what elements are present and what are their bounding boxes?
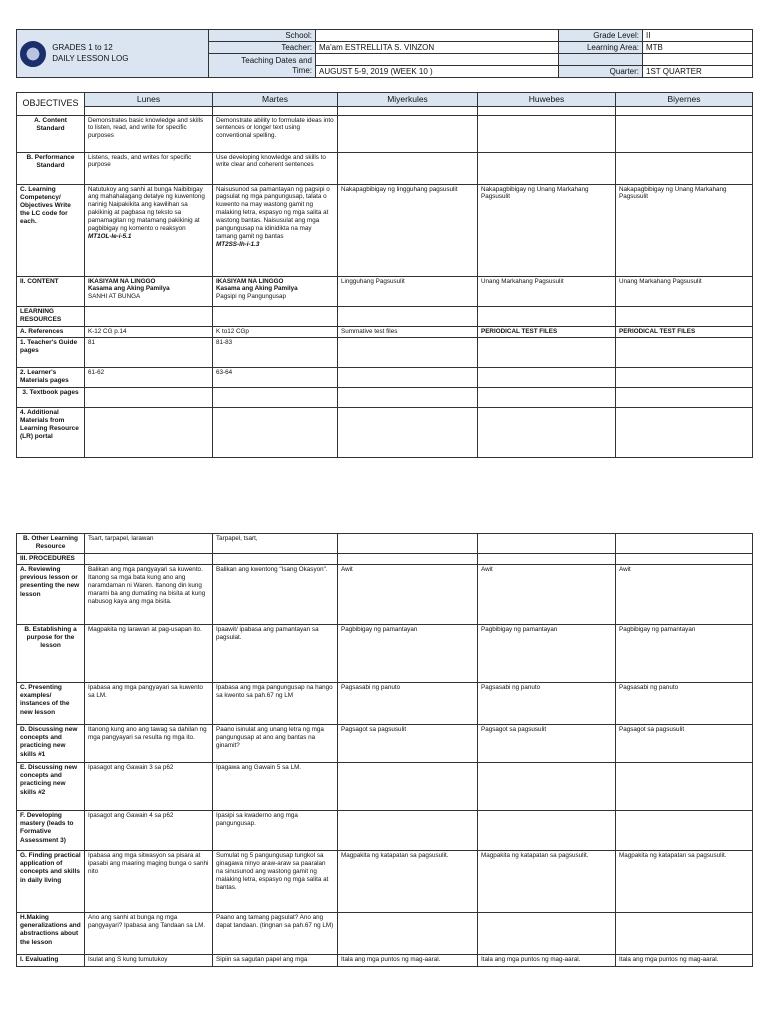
table-cell: Paano isinulat ang unang letra ng mga pangungusap at ano ang bantas na ginamit? [213,725,338,763]
table-cell [85,106,213,115]
day-header: Biyernes [616,93,753,107]
table-cell: Pagbibigay ng pamantayan [478,625,616,683]
table-cell [478,387,616,407]
table-cell [616,367,753,387]
row-label: B. Establishing a purpose for the lesson [17,625,85,683]
table-cell [616,811,753,851]
table-cell [85,184,213,276]
table-cell: Listens, reads, and writes for specific purpose [85,152,213,184]
row-label: A. References [17,326,85,337]
row-label: B. Other Learning Resource [17,534,85,554]
table-cell: Pagbibigay ng pamantayan [616,625,753,683]
table-row [17,184,753,276]
table-cell: Tsart, tarpapel, larawan [85,534,213,554]
table-cell: Pagsasabi ng panuto [616,683,753,725]
table-cell: 63-64 [213,367,338,387]
table-row [17,851,753,913]
table-cell: Pagsagot sa pagsusulit [338,725,478,763]
day-header: Miyerkules [338,93,478,107]
table-cell [338,115,478,152]
table-cell [616,387,753,407]
table-cell: K-12 CG p.14 [85,326,213,337]
table-cell [213,554,338,565]
table-cell [338,763,478,811]
table-cell [478,913,616,955]
school-value [316,30,559,42]
table-cell: Nakapagbibigay ng lingguhang pagsusulit [338,184,478,276]
table-cell: Nakapagbibigay ng Unang Markahang Pagsusulit [616,184,753,276]
table-row [17,152,753,184]
table-cell: Magpakita ng katapatan sa pagsusulit. [478,851,616,913]
table-row [17,407,753,457]
table-cell: Sumulat ng 5 pangungusap tungkol sa ginagawa ninyo araw-araw sa paaralan na sinusunod ang wastong gamit ng malaking letra, espasyo ng mga salita at bantas. [213,851,338,913]
grade-value: II [643,30,753,42]
day-header: Lunes [85,93,213,107]
deped-seal-icon [20,41,46,67]
teacher-label: Teacher: [209,42,316,54]
table-cell [338,106,478,115]
table-cell [85,407,213,457]
row-label: II. CONTENT [17,276,85,306]
table-cell: Ipasagot ang Gawain 4 sa p62 [85,811,213,851]
day-header: Huwebes [478,93,616,107]
table-cell [616,913,753,955]
table-cell [338,407,478,457]
table-cell [616,554,753,565]
table-cell: Lingguhang Pagsusulit [338,276,478,306]
table-row [17,811,753,851]
table-cell [213,306,338,326]
table-cell: Ipabasa ang mga sitwasyon sa pisara at ipasabi ang maaring maging bunga o sanhi nito [85,851,213,913]
table-cell: Magpakita ng larawan at pag-usapan ito. [85,625,213,683]
table-cell: Ipaawit/ ipabasa ang pamantayan sa pagsulat. [213,625,338,683]
table-cell: Awit [338,565,478,625]
table-cell [616,306,753,326]
objectives-heading: OBJECTIVES [17,93,85,116]
table-row [17,955,753,967]
table-cell [616,106,753,115]
table-cell: Pagsagot sa pagsusulit [478,725,616,763]
row-label: III. PROCEDURES [17,554,85,565]
table-cell [478,763,616,811]
table-cell: Tarpapel, tsart, [213,534,338,554]
table-row [17,683,753,725]
table-cell: Ipasipi sa kwaderno ang mga pangungusap. [213,811,338,851]
table-cell: Pagsasabi ng panuto [338,683,478,725]
dates-blank [316,54,559,66]
table-cell: Itala ang mga puntos ng mag-aaral. [616,955,753,967]
lesson-table-page2 [16,533,753,967]
table-cell [85,387,213,407]
table-cell [616,115,753,152]
area-value: MTB [643,42,753,54]
table-cell [213,276,338,306]
table-cell: Pagbibigay ng pamantayan [338,625,478,683]
table-row [17,367,753,387]
header-table [16,29,753,78]
table-row [17,565,753,625]
logo-text [52,43,128,64]
competency-text: Naisusunod sa pamantayan ng pagsipi o pagsulat ng mga pangungusap, talata o kuwento na may wastong gamit ng malaking letra, espasyo ng mga salita at wastong bantas. Naisusulat ang mga pangungusap na idinidikta na may tamang gamit ng bantas [216,185,330,240]
table-row [17,276,753,306]
row-label: F. Developing mastery (leads to Formative Assessment 3) [17,811,85,851]
lesson-table-page1 [16,92,753,458]
row-label: G. Finding practical application of concepts and skills in daily living [17,851,85,913]
table-row [17,326,753,337]
table-cell: Demonstrates basic knowledge and skills to listen, read, and write for specific purposes [85,115,213,152]
blank-label [559,54,643,66]
table-cell [338,554,478,565]
table-cell [338,152,478,184]
table-cell [338,913,478,955]
table-row [17,387,753,407]
table-cell: Use developing knowledge and skills to write clear and coherent sentences [213,152,338,184]
table-row [17,534,753,554]
table-cell: 81 [85,337,213,367]
row-label: C. Presenting examples/ instances of the new lesson [17,683,85,725]
table-cell [338,337,478,367]
area-label: Learning Area: [559,42,643,54]
row-label: 1. Teacher's Guide pages [17,337,85,367]
table-row [17,554,753,565]
table-cell [478,152,616,184]
table-cell: Pagsasabi ng panuto [478,683,616,725]
row-label: 4. Additional Materials from Learning Resource (LR) portal [17,407,85,457]
dates-value: AUGUST 5-9, 2019 (WEEK 10 ) [316,66,559,78]
table-cell [478,115,616,152]
table-cell: Nakapagbibigay ng Unang Markahang Pagsusulit [478,184,616,276]
row-label: A. Reviewing previous lesson or presenting the new lesson [17,565,85,625]
logo-line2: DAILY LESSON LOG [52,53,129,63]
table-cell [478,367,616,387]
table-cell [338,534,478,554]
dates-label [209,54,316,78]
table-cell: Ipabasa ang mga pangyayari sa kuwento sa LM. [85,683,213,725]
content-week: IKASIYAM NA LINGGO [88,277,156,285]
dates-label-2: Time: [292,65,312,75]
table-cell: Isulat ang S kung tumutukoy [85,955,213,967]
table-cell: Unang Markahang Pagsusulit [478,276,616,306]
table-cell [338,367,478,387]
row-label: B. Performance Standard [17,152,85,184]
table-cell: Balikan ang kwentong "Isang Okasyon". [213,565,338,625]
table-row [17,337,753,367]
table-cell [616,534,753,554]
table-cell [85,554,213,565]
table-cell: Itala ang mga puntos ng mag-aaral. [338,955,478,967]
table-cell: Magpakita ng katapatan sa pagsusulit. [338,851,478,913]
table-cell [616,763,753,811]
content-week: IKASIYAM NA LINGGO [216,277,284,285]
table-row [17,306,753,326]
table-row [17,913,753,955]
table-cell: Ipasagot ang Gawain 3 sa p62 [85,763,213,811]
table-cell: Itanong kung ano ang tawag sa dahilan ng mga pangyayari sa resulta ng mga ito. [85,725,213,763]
table-cell [85,306,213,326]
table-cell [85,276,213,306]
grade-label: Grade Level: [559,30,643,42]
table-cell: Balikan ang mga pangyayari sa kuwento. Itanong sa mga bata kung ano ang naramdaman ni Waren. Itanong din kung marami ba ang dumating na bisita at kung nabusog kaya ang mga bisita. [85,565,213,625]
table-cell [616,152,753,184]
row-label: 2. Learner's Materials pages [17,367,85,387]
table-cell [616,407,753,457]
table-cell: Paano ang tamang pagsulat? Ano ang dapat tandaan. (tingnan sa pah.67 ng LM) [213,913,338,955]
logo-line1: GRADES 1 to 12 [52,43,113,53]
table-cell [338,811,478,851]
logo-cell [17,30,209,78]
table-cell: 61-62 [85,367,213,387]
table-cell [478,811,616,851]
lc-code: MT2SS-Ih-i-1.3 [216,240,260,248]
table-cell: Awit [616,565,753,625]
table-row [17,725,753,763]
table-cell [478,407,616,457]
table-cell [478,534,616,554]
table-cell: Demonstrate ability to formulate ideas into sentences or longer text using conventional spelling. [213,115,338,152]
table-cell: Ipabasa ang mga pangungusap na hango sa kwento sa pah.67 ng LM [213,683,338,725]
table-cell: Itala ang mga puntos ng mag-aaral. [478,955,616,967]
dates-label-1: Teaching Dates and [241,55,312,65]
content-theme: Kasama ang Aking Pamilya [88,285,170,293]
table-row [17,625,753,683]
table-row [17,763,753,811]
content-topic: Pagsipi ng Pangungusap [216,293,287,301]
day-header: Martes [213,93,338,107]
quarter-label: Quarter: [559,66,643,78]
table-cell [478,554,616,565]
table-cell: PERIODICAL TEST FILES [478,326,616,337]
table-cell: Pagsagot sa pagsusulit [616,725,753,763]
school-label: School: [209,30,316,42]
lc-code: MT1OL-Ie-i-5.1 [88,232,132,240]
table-row [17,115,753,152]
table-cell [213,407,338,457]
table-cell [338,306,478,326]
row-label: E. Discussing new concepts and practicing new skills #2 [17,763,85,811]
row-label: D. Discussing new concepts and practicing new skills #1 [17,725,85,763]
table-cell: PERIODICAL TEST FILES [616,326,753,337]
table-cell [213,184,338,276]
table-cell: Ano ang sanhi at bunga ng mga pangyayari? Ipabasa ang Tandaan sa LM. [85,913,213,955]
table-cell [478,337,616,367]
table-cell [213,387,338,407]
table-cell [478,306,616,326]
row-label: 3. Textbook pages [17,387,85,407]
table-cell [616,337,753,367]
quarter-value: 1ST QUARTER [643,66,753,78]
table-cell [338,387,478,407]
blank-value [643,54,753,66]
table-cell: Awit [478,565,616,625]
table-cell: Unang Markahang Pagsusulit [616,276,753,306]
table-cell: K to12 CGp [213,326,338,337]
content-topic: SANHI AT BUNGA [88,293,141,301]
content-theme: Kasama ang Aking Pamilya [216,285,298,293]
row-label: C. Learning Competency/ Objectives Write the LC code for each. [17,184,85,276]
row-label: H.Making generalizations and abstractions about the lesson [17,913,85,955]
teacher-value: Ma'am ESTRELLITA S. VINZON [316,42,559,54]
table-cell: Magpakita ng katapatan sa pagsusulit. [616,851,753,913]
row-label: LEARNING RESOURCES [17,306,85,326]
competency-text: Natutukoy ang sanhi at bunga Naibibigay ang mahahalagang detalye ng kuwentong narinig Naipakikita ang kawilihan sa pakikinig at pagbasa ng teksto sa pamamagitan ng matamang pakikinig at pagbibigay ng komento o reaksyon [88,185,205,232]
table-cell: Ipagawa ang Gawain 5 sa LM. [213,763,338,811]
table-cell: Sipiin sa sagutan papel ang mga [213,955,338,967]
row-label: I. Evaluating [17,955,85,967]
table-cell [213,106,338,115]
table-cell: 81-83 [213,337,338,367]
table-cell [478,106,616,115]
row-label: A. Content Standard [17,115,85,152]
table-cell: Summative test files [338,326,478,337]
